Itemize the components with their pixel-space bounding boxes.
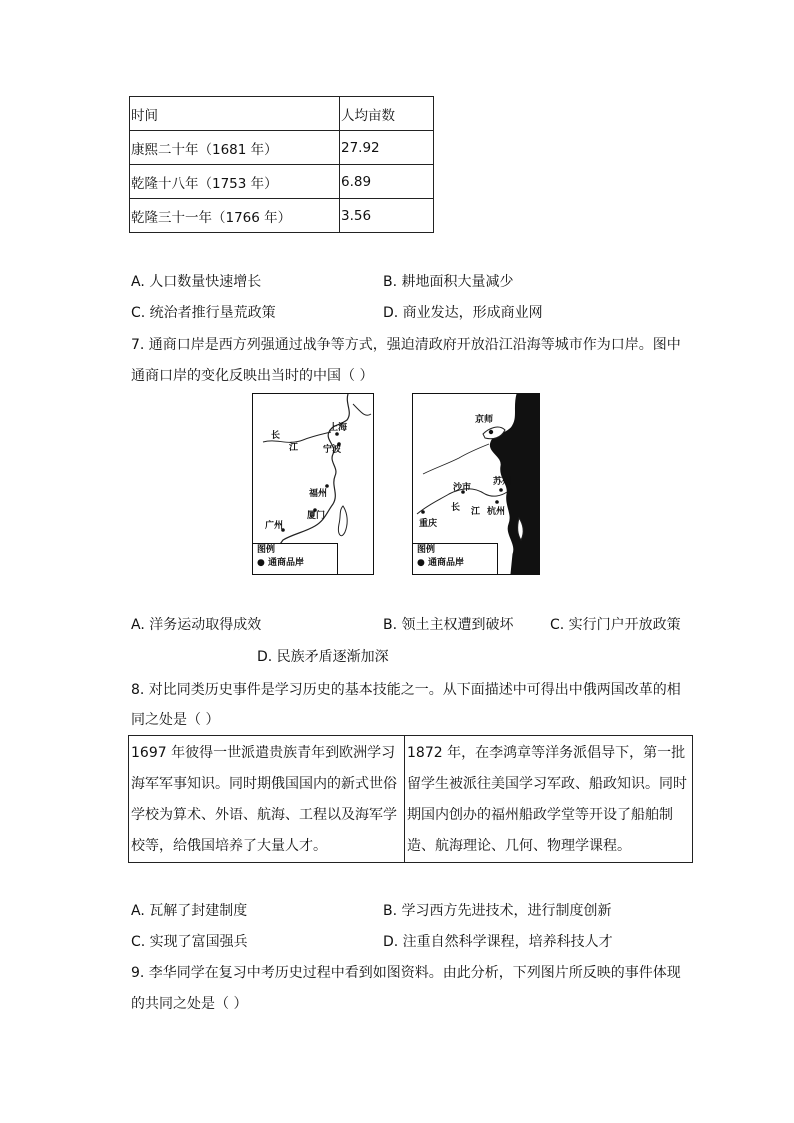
legend-title: 图例 (257, 545, 276, 555)
q8-option-c: C. 实现了富国强兵 (131, 934, 248, 950)
q7-option-b: B. 领土主权遭到破坏 (383, 617, 514, 633)
q6-option-a: A. 人口数量快速增长 (131, 274, 262, 290)
map-label: 重庆 (419, 519, 438, 529)
q9-stem-line2: 的共同之处是（ ） (131, 996, 248, 1012)
table-row (130, 131, 434, 165)
table-cell: 人均亩数 (340, 97, 434, 131)
map-label: 福州 (309, 489, 328, 499)
q7-option-c: C. 实行门户开放政策 (550, 617, 681, 633)
q8-option-b: B. 学习西方先进技术，进行制度创新 (383, 903, 612, 919)
map-label: 沙市 (453, 483, 472, 493)
table-cell: 康熙二十年（1681 年） (130, 131, 340, 165)
treaty-ports-map-early (252, 393, 374, 575)
china-reform-cell: 1872 年，在李鸿章等洋务派倡导下，第一批留学生被派往美国学习军政、船政知识。同时期国内创办的福州船政学堂等开设了船舶制造、航海理论、几何、物理学课程。 (405, 736, 693, 863)
q7-option-d: D. 民族矛盾逐渐加深 (257, 649, 389, 665)
q9-stem-line1: 9. 李华同学在复习中考历史过程中看到如图资料。由此分析，下列图片所反映的事件体现 (131, 965, 681, 981)
map-label: 杭州 (487, 507, 506, 517)
map-label: 京师 (475, 415, 494, 425)
legend-item: ● 通商品岸 (257, 558, 304, 568)
table-row (130, 165, 434, 199)
q7-stem-line2: 通商口岸的变化反映出当时的中国（ ） (131, 368, 374, 384)
q8-stem-line1: 8. 对比同类历史事件是学习历史的基本技能之一。从下面描述中可得出中俄两国改革的相 (131, 682, 681, 698)
table-cell: 乾隆三十一年（1766 年） (130, 199, 340, 233)
map-label: 厦门 (307, 511, 326, 521)
legend-item: ● 通商品岸 (417, 558, 464, 568)
map-label: 长 (451, 503, 461, 513)
map-legend (413, 543, 498, 574)
treaty-ports-map-late (412, 393, 540, 575)
q8-option-d: D. 注重自然科学课程，培养科技人才 (383, 934, 613, 950)
map-label: 宁波 (323, 445, 342, 455)
table-cell: 27.92 (340, 131, 434, 165)
map-label: 广州 (265, 521, 284, 531)
q6-option-c: C. 统治者推行垦荒政策 (131, 305, 276, 321)
map-label: 上海 (329, 423, 348, 433)
russia-reform-cell: 1697 年彼得一世派遣贵族青年到欧洲学习海军军事知识。同时期俄国国内的新式世俗学校为算术、外语、航海、工程以及海军学校等，给俄国培养了大量人才。 (129, 736, 405, 863)
q7-stem-line1: 7. 通商口岸是西方列强通过战争等方式，强迫清政府开放沿江沿海等城市作为口岸。图中 (131, 337, 681, 353)
q7-option-a: A. 洋务运动取得成效 (131, 617, 262, 633)
table-cell: 时间 (130, 97, 340, 131)
table-row (130, 199, 434, 233)
table-row (129, 736, 693, 863)
legend-title: 图例 (417, 545, 436, 555)
q8-option-a: A. 瓦解了封建制度 (131, 903, 248, 919)
population-land-table (129, 96, 434, 233)
q6-option-b: B. 耕地面积大量减少 (383, 274, 514, 290)
map-label: 苏州 (493, 477, 512, 487)
map-legend (253, 543, 338, 574)
table-cell: 6.89 (340, 165, 434, 199)
map-label: 长 (271, 431, 281, 441)
comparison-table (128, 735, 693, 863)
table-header-row (130, 97, 434, 131)
map-label: 江 (289, 443, 299, 453)
table-cell: 3.56 (340, 199, 434, 233)
q8-stem-line2: 同之处是（ ） (131, 712, 220, 728)
q6-option-d: D. 商业发达，形成商业网 (383, 305, 543, 321)
map-label: 江 (471, 507, 481, 517)
table-cell: 乾隆十八年（1753 年） (130, 165, 340, 199)
